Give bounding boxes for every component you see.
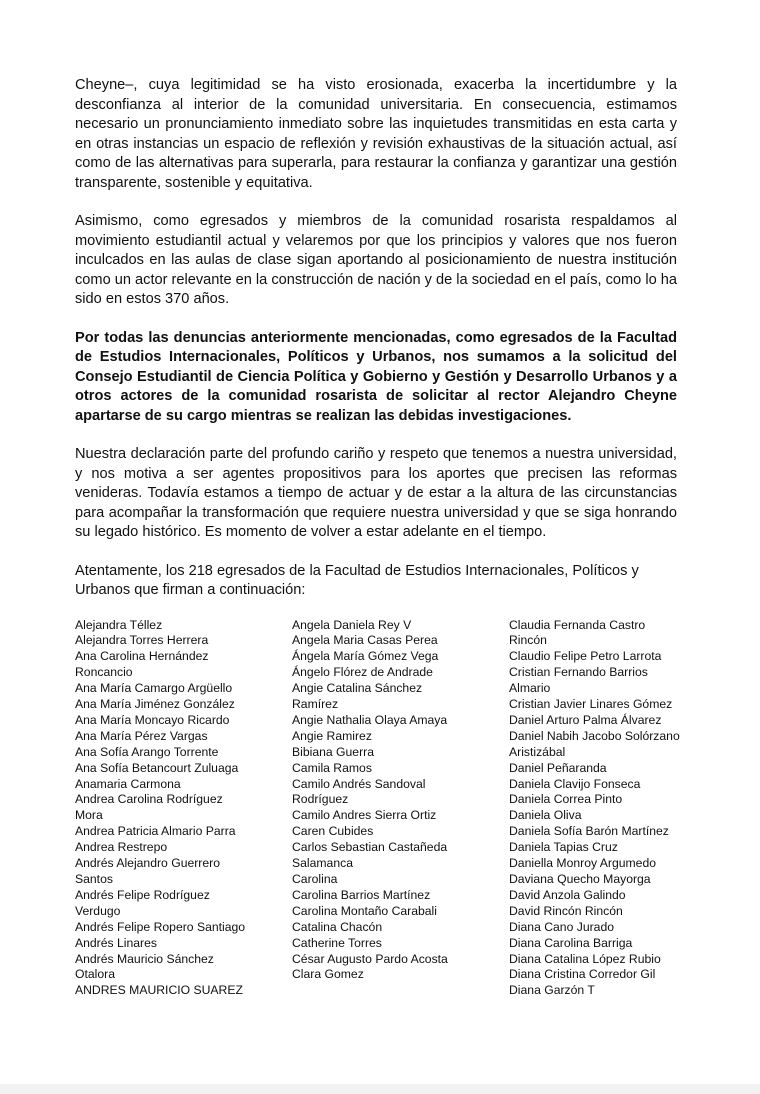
signatory-line: Daniela Oliva (509, 808, 582, 823)
signatory-line: Caren Cubides (292, 824, 374, 839)
signatory-line: Camilo Andres Sierra Ortiz (292, 808, 437, 823)
signatory-line: Catherine Torres (292, 935, 382, 950)
signatory-line: Angela Daniela Rey V (292, 617, 412, 632)
signatory-line: Ana Carolina Hernández (75, 649, 209, 664)
signatory-line: ANDRES MAURICIO SUAREZ (75, 983, 243, 998)
signatory-line: Santos (75, 872, 113, 886)
signatory-line: Ana Sofía Arango Torrente (75, 744, 219, 759)
signatory-line: Andrés Felipe Rodríguez (75, 887, 210, 902)
signatory-line: Daniella Monroy Argumedo (509, 856, 657, 871)
signatory-line: Mora (75, 808, 103, 823)
signatory-line: Carolina Montaño Carabali (292, 903, 437, 918)
paragraph-demand: Por todas las denuncias anteriormente mencionadas, como egresados de la Facultad de Estudios Internacionales, Políticos y Urbanos, nos sumamos a la solicitud del Consejo Estudiantil de Ciencia Política y Gobierno y Gestión y Desarrollo Urbanos y a otros actores de la comunidad rosarista de solicitar al rector Alejandro Cheyne apartarse de su cargo mientras se realizan las debidas investigaciones. (75, 329, 677, 424)
signatory-line: Carlos Sebastian Castañeda (292, 840, 448, 855)
signatory-line: Diana Garzón T (509, 983, 595, 998)
signatory-line: Ana María Moncayo Ricardo (75, 712, 230, 727)
signatory-line: Anamaria Carmona (75, 776, 181, 791)
signatory-line: Ana María Jiménez González (75, 697, 235, 712)
signatory-line: Angie Ramirez (292, 728, 372, 743)
signatory-line: Cristian Javier Linares Gómez (509, 697, 673, 712)
signatory-line: Daniela Clavijo Fonseca (509, 776, 641, 791)
signatory-line: Daniel Peñaranda (509, 760, 607, 775)
signatory-line: Catalina Chacón (292, 919, 383, 934)
signatory-line: Alejandra Torres Herrera (75, 633, 209, 648)
signatory-line: Ana Sofía Betancourt Zuluaga (75, 760, 239, 775)
signatory-line: Diana Cano Jurado (509, 919, 615, 934)
signatory-line: Aristizábal (509, 744, 566, 759)
signatory-line: Daniela Correa Pinto (509, 792, 623, 807)
signatory-line: Ana María Camargo Argüello (75, 681, 233, 696)
signatory-line: Clara Gomez (292, 967, 364, 982)
signatory-line: Verdugo (75, 903, 121, 918)
signatory-line: Daniel Arturo Palma Álvarez (509, 712, 662, 727)
signatories-column-3 (509, 618, 680, 1000)
signatory-line: Carolina (292, 872, 338, 886)
page-bottom-edge (0, 1084, 760, 1094)
signatory-line: Rodríguez (292, 792, 349, 807)
signatory-line: Otalora (75, 967, 115, 982)
signatory-line: Andrés Mauricio Sánchez (75, 951, 214, 966)
signatory-line: César Augusto Pardo Acosta (292, 951, 448, 966)
signatory-line: Angela Maria Casas Perea (292, 633, 438, 648)
signatory-line: Diana Cristina Corredor Gil (509, 967, 656, 982)
signatory-line: Roncancio (75, 665, 133, 680)
signatory-line: Daviana Quecho Mayorga (509, 872, 651, 886)
signatory-line: Claudia Fernanda Castro (509, 617, 646, 632)
signatory-line: Ángela María Gómez Vega (292, 649, 439, 664)
signatory-line: Ramírez (292, 697, 339, 712)
signatory-line: Almario (509, 681, 551, 696)
signatory-line: Camila Ramos (292, 760, 372, 775)
signatory-line: Daniela Tapias Cruz (509, 840, 618, 855)
signatory-line: Claudio Felipe Petro Larrota (509, 649, 662, 664)
signatory-line: Daniela Sofía Barón Martínez (509, 824, 669, 839)
signatories-column-1 (75, 618, 245, 1000)
signatory-line: Bibiana Guerra (292, 744, 374, 759)
paragraph-legitimacy: Cheyne–, cuya legitimidad se ha visto erosionada, exacerba la incertidumbre y la desconfianza al interior de la comunidad universitaria. En consecuencia, estimamos necesario un pronunciamiento inmediato sobre las inquietudes transmitidas en esta carta y en otras instancias un espacio de reflexión y revisión exhaustivas de la situación actual, así como de las alternativas para superarla, para restaurar la confianza y garantizar una gestión transparente, sostenible y equitativa. (75, 77, 677, 191)
paragraph-support: Asimismo, como egresados y miembros de la comunidad rosarista respaldamos al movimiento estudiantil actual y velaremos por que los principios y valores que nos fueron inculcados en las aulas de clase sigan aportando al posicionamiento de nuestra institución como un actor relevante en la construcción de nación y de la sociedad en el país, como lo ha sido en estos 370 años. (75, 213, 677, 307)
signatory-line: Salamanca (292, 856, 353, 871)
paragraph-declaration: Nuestra declaración parte del profundo cariño y respeto que tenemos a nuestra universidad, y nos motiva a ser agentes propositivos para los aportes que precisen las reformas venideras. Todavía estamos a tiempo de actuar y de estar a la altura de las circunstancias para acompañar la transformación que requiere nuestra universidad y que se siga honrando su legado histórico. Es momento de volver a estar adelante en el tiempo. (75, 446, 677, 540)
signatory-line: Ana María Pérez Vargas (75, 728, 208, 743)
signatories-column-2 (292, 618, 448, 984)
signatory-line: Rincón (509, 633, 547, 648)
signatory-line: Daniel Nabih Jacobo Solórzano (509, 728, 680, 743)
signatories-list (75, 617, 680, 1008)
signatory-line: Camilo Andrés Sandoval (292, 776, 426, 791)
signatory-line: Angie Catalina Sánchez (292, 681, 423, 696)
signature-intro: Atentamente, los 218 egresados de la Facultad de Estudios Internacionales, Políticos y Urbanos que firman a continuación: (75, 562, 639, 598)
signatory-line: Diana Carolina Barriga (509, 935, 633, 950)
signatory-line: Andrea Patricia Almario Parra (75, 824, 236, 839)
signatory-line: Andrés Felipe Ropero Santiago (75, 919, 246, 934)
signatory-line: Andrés Linares (75, 935, 157, 950)
signatory-line: Carolina Barrios Martínez (292, 887, 431, 902)
signatory-line: Ángelo Flórez de Andrade (292, 665, 433, 680)
signatory-line: Angie Nathalia Olaya Amaya (292, 712, 448, 727)
signatory-line: Cristian Fernando Barrios (509, 665, 648, 680)
signatory-line: Andrea Restrepo (75, 840, 168, 855)
signatory-line: Andrés Alejandro Guerrero (75, 856, 220, 871)
signatory-line: Diana Catalina López Rubio (509, 951, 661, 966)
letter-body (75, 76, 680, 1008)
signatory-line: David Rincón Rincón (509, 903, 623, 918)
signatory-line: Alejandra Téllez (75, 617, 163, 632)
signatory-line: David Anzola Galindo (509, 887, 626, 902)
signatory-line: Andrea Carolina Rodríguez (75, 792, 223, 807)
